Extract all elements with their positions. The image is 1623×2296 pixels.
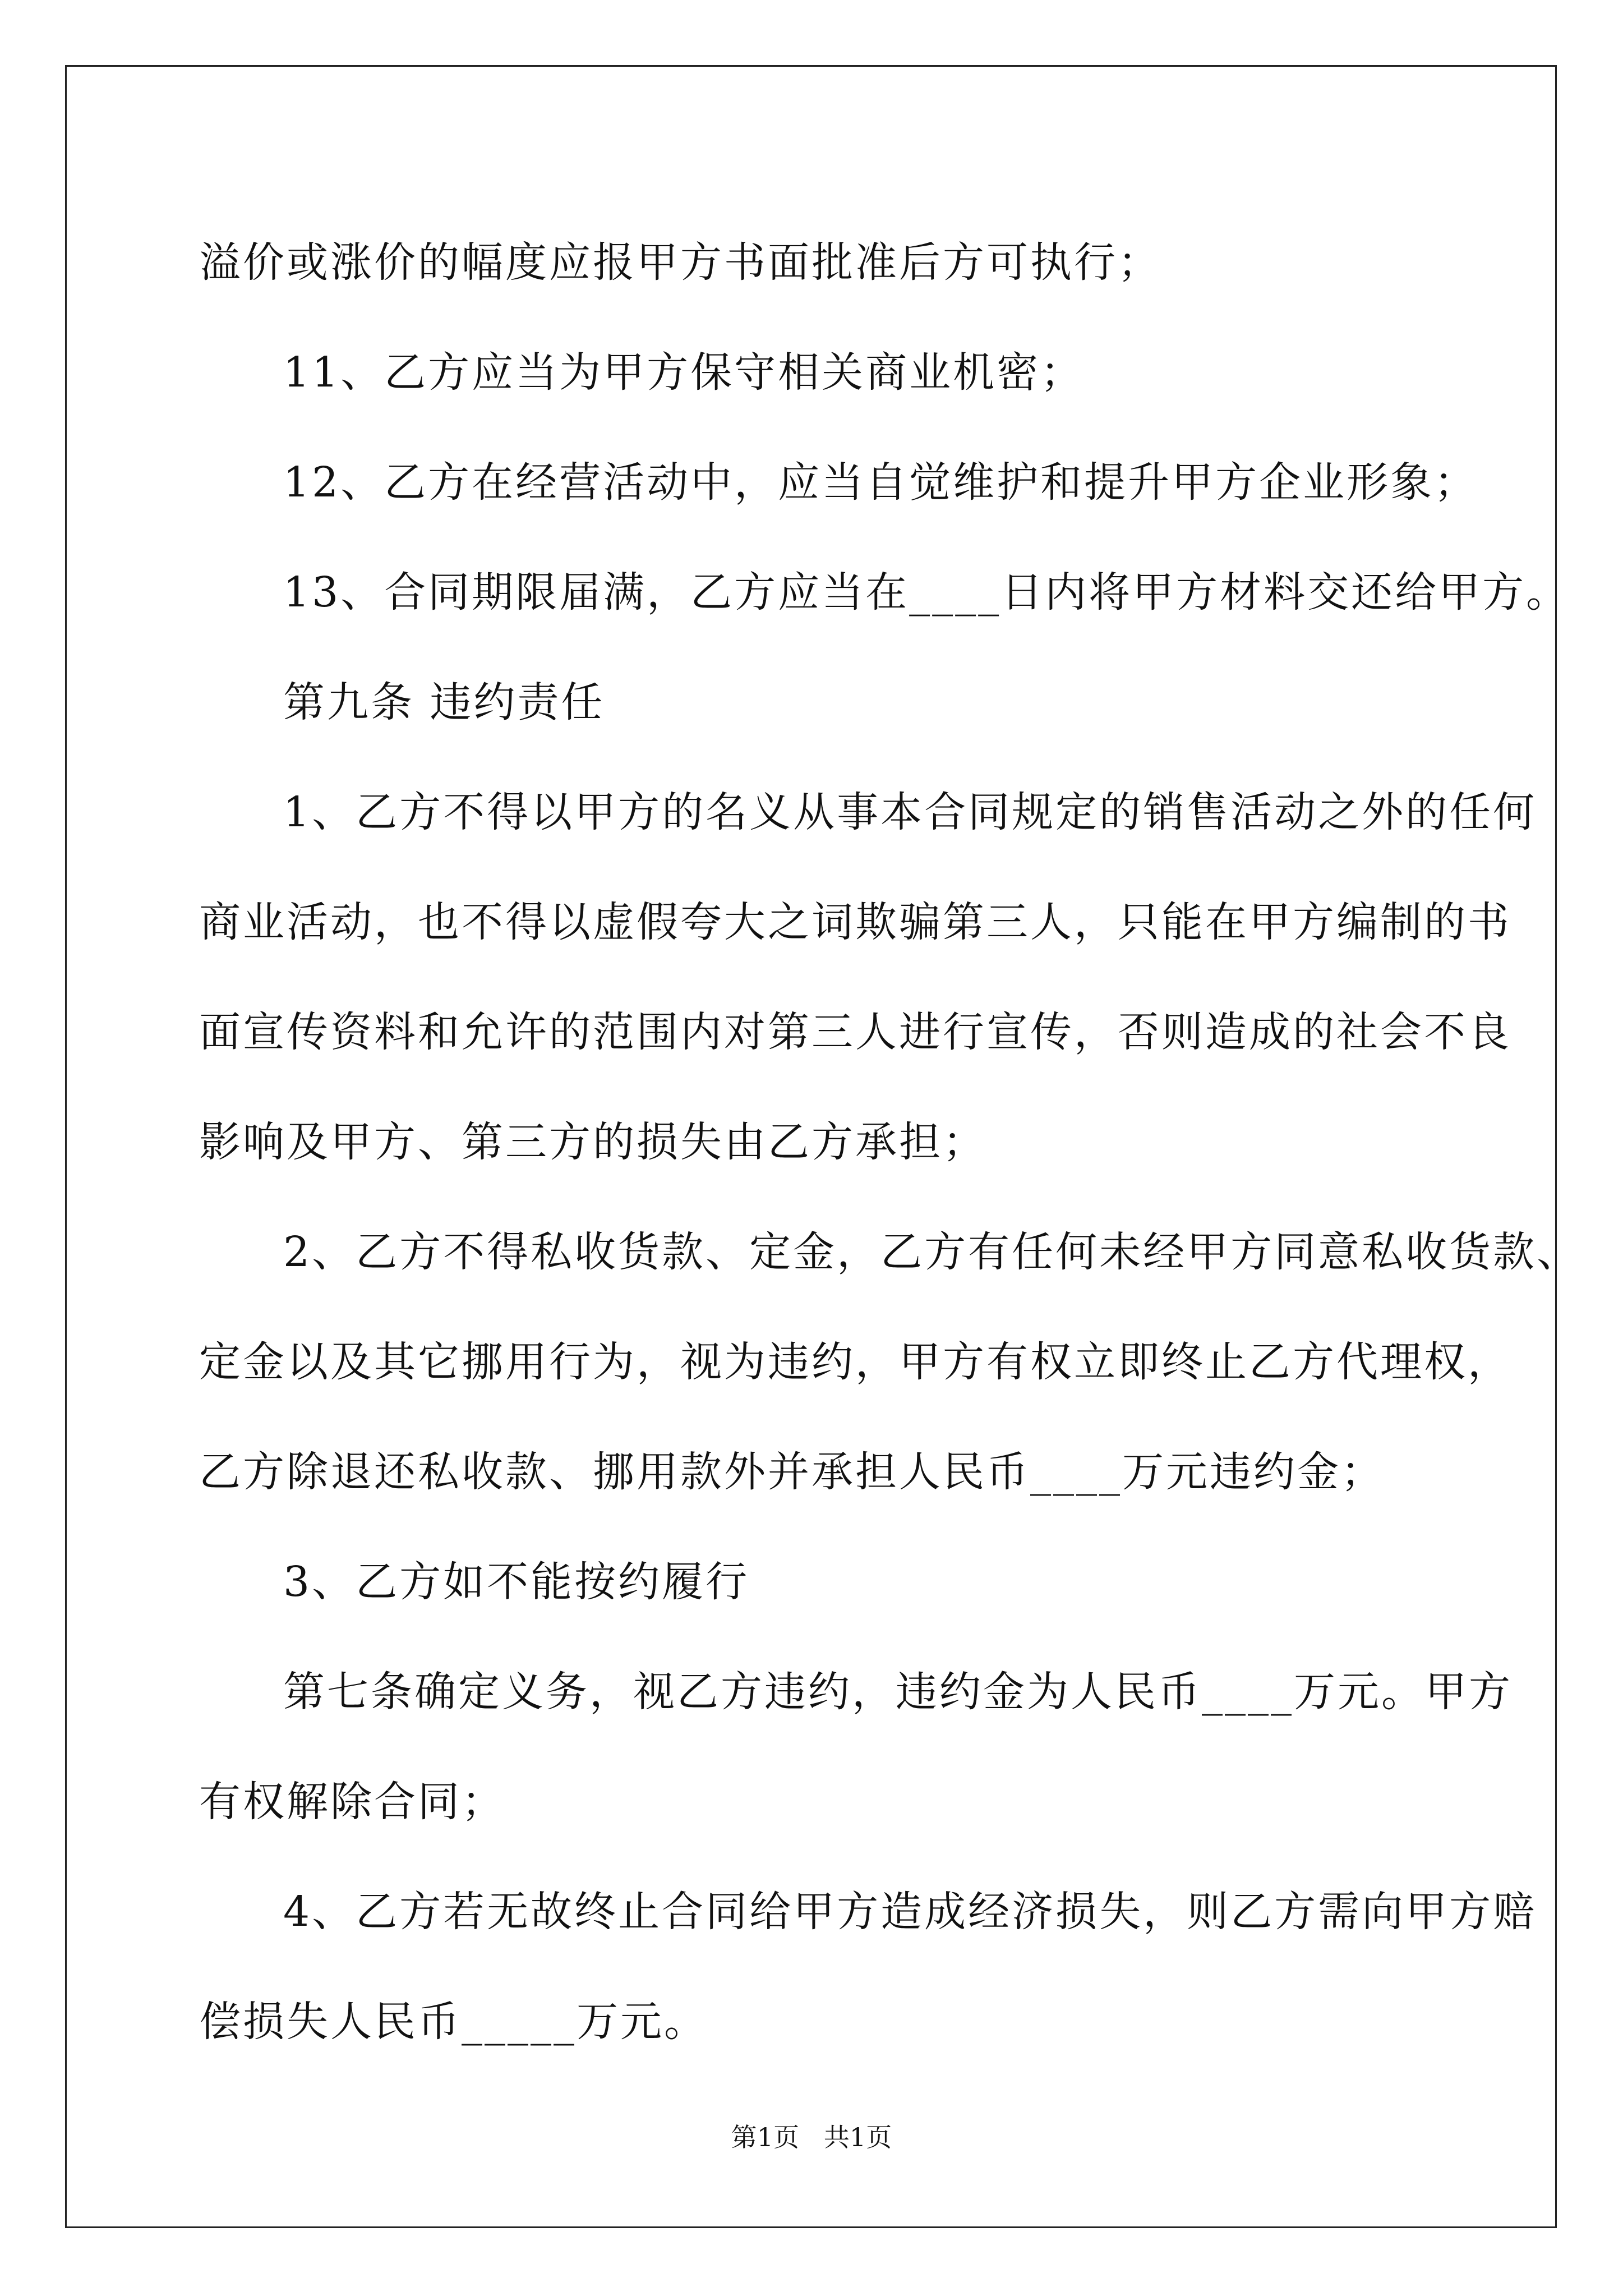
paragraph-line: 3、乙方如不能按约履行 — [283, 1558, 750, 1606]
paragraph-line: 4、乙方若无故终止合同给甲方造成经济损失，则乙方需向甲方赔 — [283, 1888, 1537, 1936]
paragraph-line: 定金以及其它挪用行为，视为违约，甲方有权立即终止乙方代理权， — [199, 1338, 1511, 1386]
paragraph-line: 有权解除合同； — [199, 1778, 505, 1826]
paragraph-line: 第七条确定义务，视乙方违约，违约金为人民币____万元。甲方 — [283, 1668, 1513, 1716]
paragraph-line: 12、乙方在经营活动中，应当自觉维护和提升甲方企业形象； — [283, 458, 1478, 507]
paragraph-line: 2、乙方不得私收货款、定金，乙方有任何未经甲方同意私收货款、 — [283, 1228, 1581, 1276]
paragraph-line: 溢价或涨价的幅度应报甲方书面批准后方可执行； — [199, 238, 1161, 287]
paragraph-line: 面宣传资料和允许的范围内对第三人进行宣传，否则造成的社会不良 — [199, 1008, 1511, 1056]
paragraph-line: 乙方除退还私收款、挪用款外并承担人民币____万元违约金； — [199, 1448, 1385, 1496]
paragraph-line: 1、乙方不得以甲方的名义从事本合同规定的销售活动之外的任何 — [283, 788, 1537, 836]
paragraph-line: 商业活动，也不得以虚假夸大之词欺骗第三人，只能在甲方编制的书 — [199, 898, 1511, 946]
page-number-footer: 第1页 共1页 — [731, 2122, 892, 2152]
paragraph-line: 影响及甲方、第三方的损失由乙方承担； — [199, 1118, 986, 1166]
document-body — [199, 208, 1581, 2077]
paragraph-line: 13、合同期限届满，乙方应当在____日内将甲方材料交还给甲方。 — [283, 568, 1570, 616]
section-heading: 第九条 违约责任 — [283, 678, 605, 726]
paragraph-line: 11、乙方应当为甲方保守相关商业机密； — [283, 348, 1085, 397]
paragraph-line: 偿损失人民币_____万元。 — [199, 1998, 708, 2046]
